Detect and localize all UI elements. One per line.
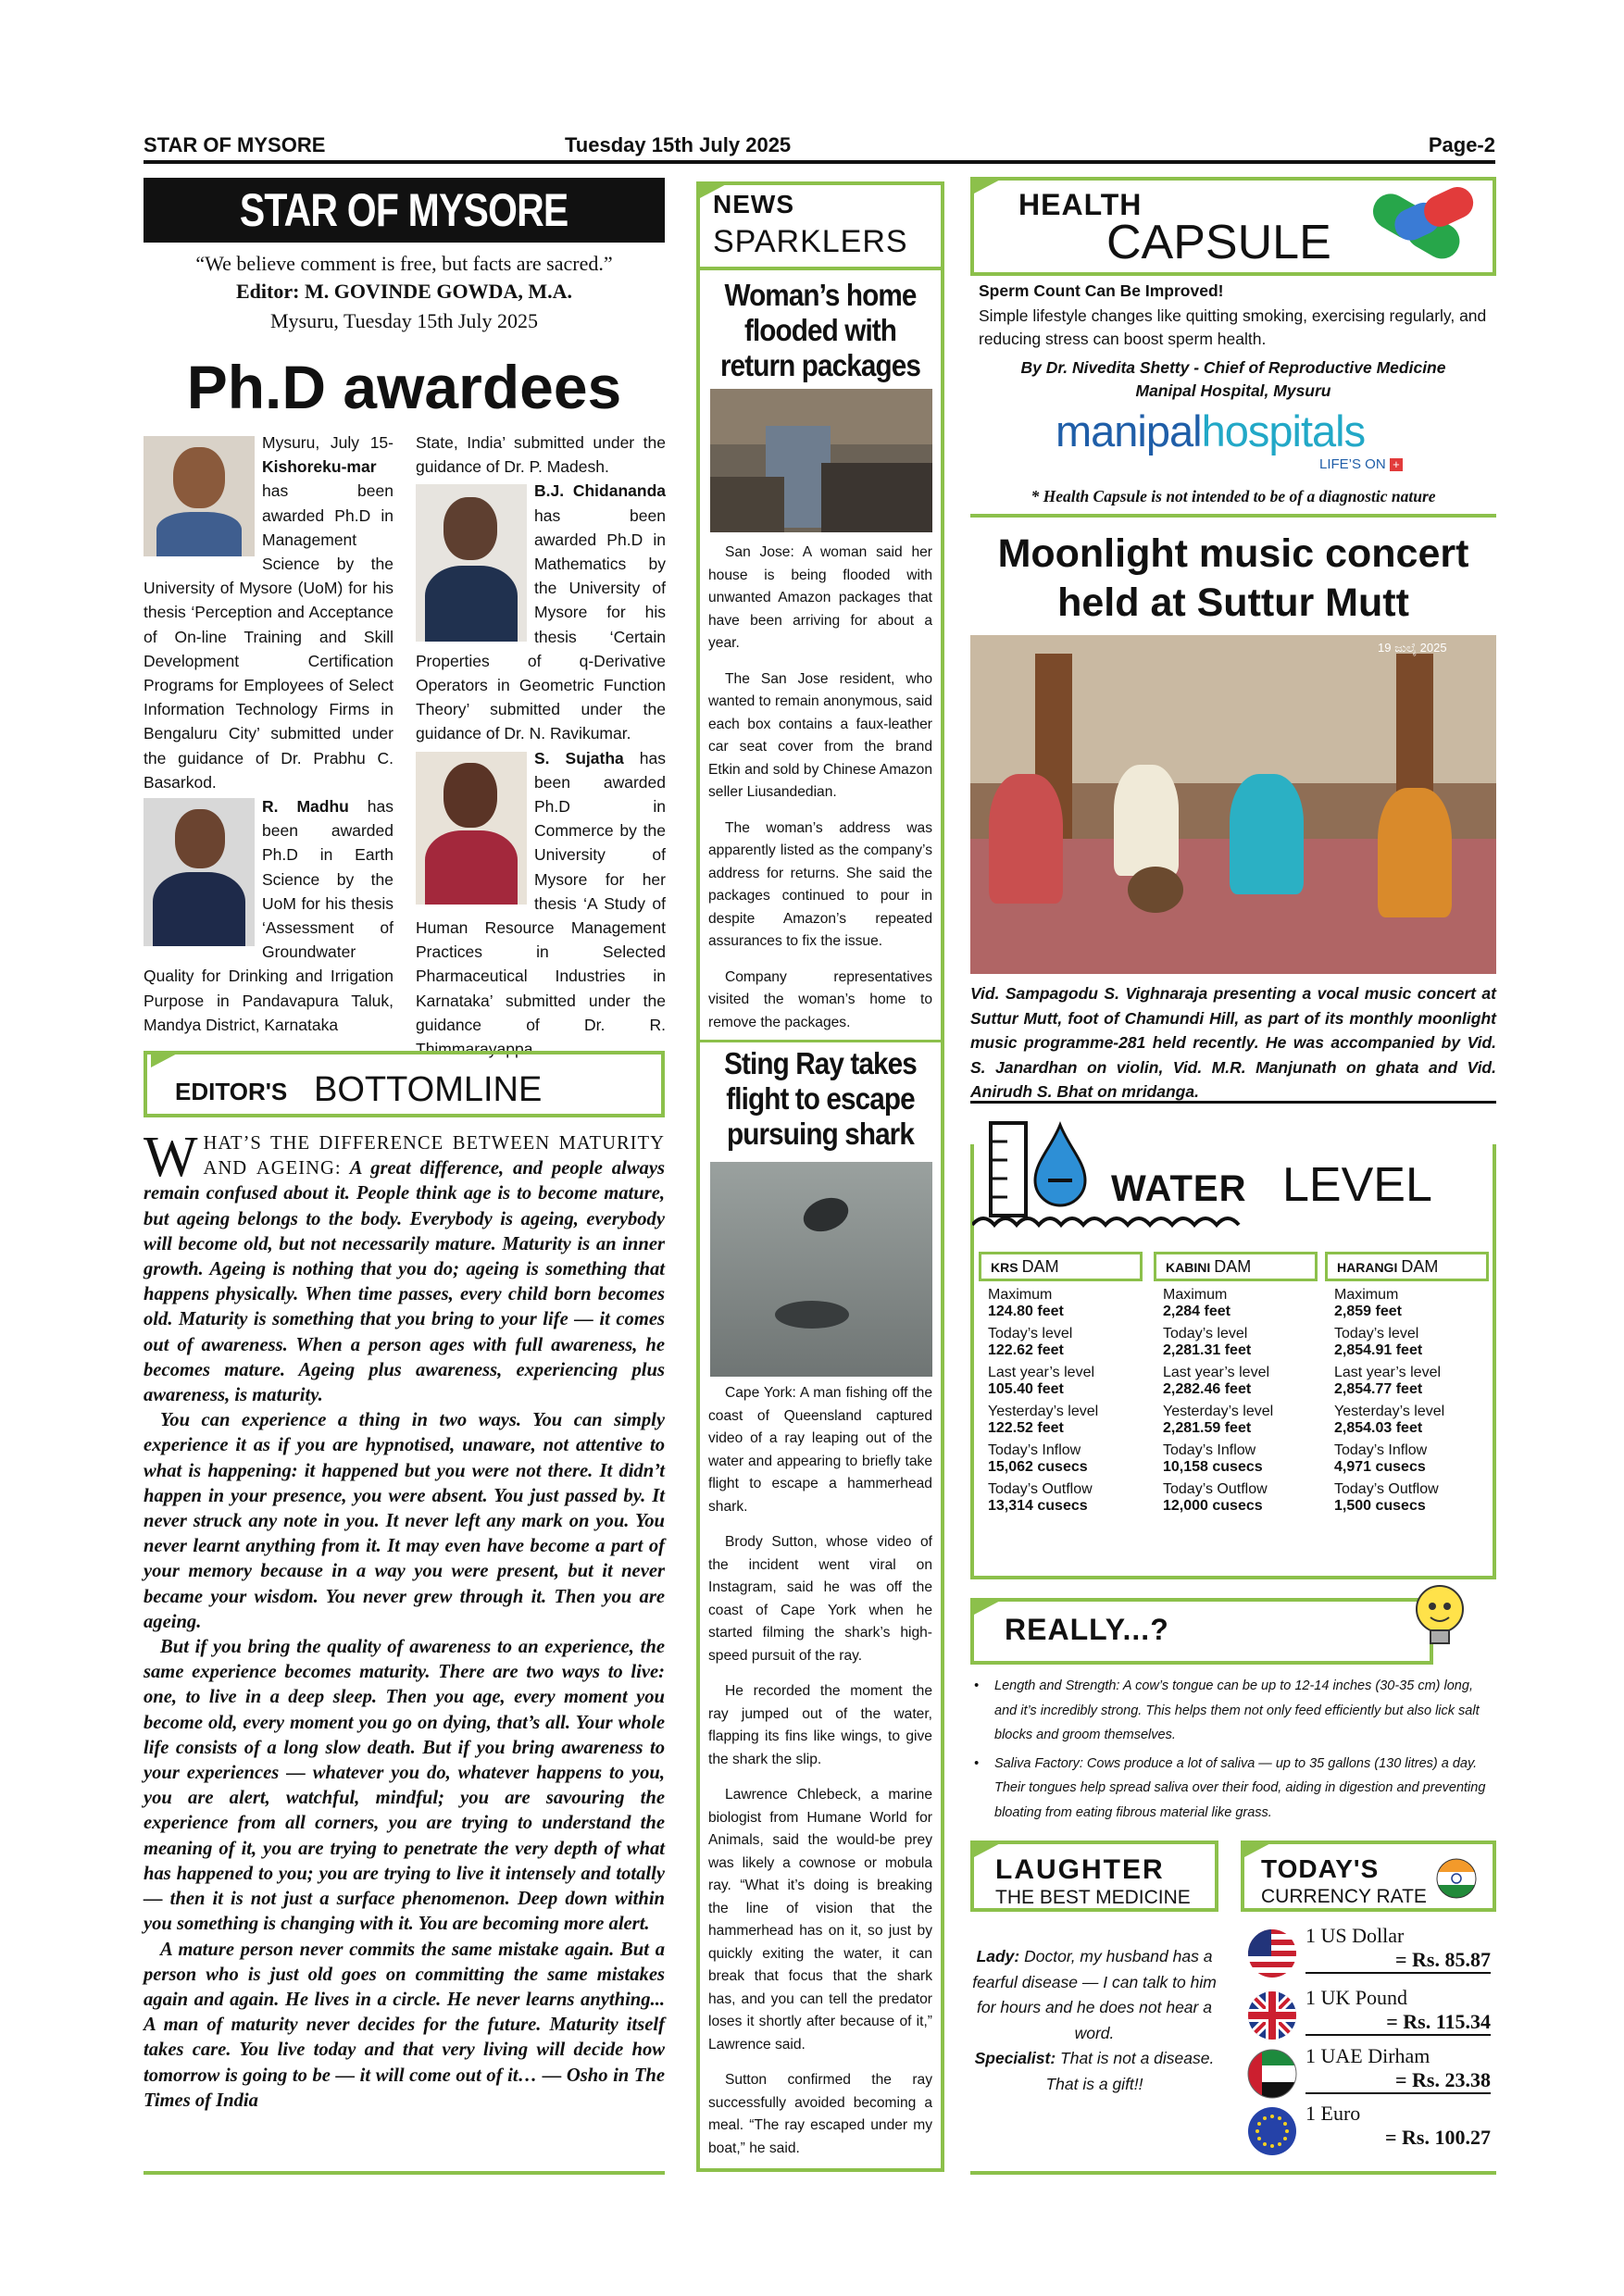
story-1-photo — [710, 389, 932, 532]
chidananda-name: B.J. Chidananda — [534, 481, 666, 501]
dam-kabini-dam: DAM — [1214, 1257, 1252, 1276]
kabini-value-0: 2,284 feet — [1163, 1304, 1230, 1319]
uae-flag-icon — [1247, 2049, 1297, 2099]
editorial-para-4: A mature person never commits the same mistake again. But a person who is just old goes on committing the same mistakes again and again. He lives in a circle. He never learns anything... A man of maturity never decides for the future. Maturity itself takes care. You live today and that very living will decide how tomorrow is going to be — it will come out of it… — Osho in The Times of India — [144, 1939, 665, 2111]
harangi-label-3: Yesterday’s level — [1334, 1404, 1445, 1419]
bullet-icon: • — [974, 1755, 980, 1771]
lightbulb-icon — [1407, 1578, 1472, 1657]
currency-name-uae: 1 UAE Dirham — [1305, 2044, 1430, 2067]
header-page-number: Page-2 — [1428, 133, 1495, 156]
dam-krs-dam: DAM — [1021, 1257, 1059, 1276]
madhu-name: R. Madhu — [262, 797, 349, 817]
logo-part-manipal: manipal — [1056, 406, 1202, 455]
laughter-label-small: THE BEST MEDICINE — [995, 1887, 1191, 1908]
currency-label-small: CURRENCY RATE — [1261, 1886, 1427, 1907]
kabini-value-3: 2,281.59 feet — [1163, 1420, 1252, 1436]
sujatha-photo — [416, 752, 527, 905]
krs-value-0: 124.80 feet — [988, 1304, 1064, 1319]
news-story-divider — [700, 1040, 941, 1042]
joke-speaker-specialist: Specialist: — [974, 2049, 1056, 2067]
kabini-value-2: 2,282.46 feet — [1163, 1381, 1252, 1397]
editorial-para-3: But if you bring the quality of awareness to an experience, the same experience becomes maturity. There are two ways to live: one, to live in a deep sleep. Then you age, every moment you become old, every moment you go on dying, that’s all. Your whole life consists of a long slow death. But if you bring awareness to your experiences — whatever you do, whatever happens to you, you are alert, watchful, mindful; you are savouring the experience from all corners, you are trying to understand the meaning of it, you are trying to penetrate the very depth of what has happened to you; you are trying to live it intensely and totally — then it is not just a surface phenomenon. Deep down within you something is changing with it. You are becoming more alert. — [144, 1637, 665, 1935]
krs-label-3: Yesterday’s level — [988, 1404, 1099, 1419]
header-date: Tuesday 15th July 2025 — [565, 133, 792, 156]
dam-krs-rows — [979, 1281, 1143, 1515]
story-1-para-4: Company representatives visited the woman’s home to remove the packages. — [708, 968, 932, 1030]
story-2-para-1: Cape York: A man fishing off the coast of Queensland captured video of a ray leaping out of the water and appearing to briefly take flight to escape a hammerhead shark. — [708, 1385, 932, 1515]
concert-photo-stamp: 19 ಜುಲೈ 2025 — [1378, 641, 1447, 655]
currency-name-uk: 1 UK Pound — [1305, 1986, 1408, 2009]
masthead-motto: “We believe comment is free, but facts are sacred.” — [195, 252, 613, 275]
story-2-headline: Sting Ray takes flight to escape pursuing shark — [724, 1046, 917, 1151]
krs-value-5: 13,314 cusecs — [988, 1498, 1088, 1514]
kabini-label-5: Today’s Outflow — [1163, 1481, 1268, 1497]
krs-value-2: 105.40 feet — [988, 1381, 1064, 1397]
health-label-small: HEALTH — [1018, 188, 1143, 221]
dam-kabini — [1154, 1252, 1318, 1515]
editorial-dropcap: W — [144, 1126, 198, 1189]
news-label-small: NEWS — [713, 190, 794, 218]
kishorekumar-name: Kishoreku-mar — [262, 457, 377, 477]
bullet-icon: • — [974, 1678, 980, 1693]
krs-value-3: 122.52 feet — [988, 1420, 1064, 1436]
really-facts — [970, 1674, 1496, 1825]
health-label-big: CAPSULE — [1106, 216, 1331, 269]
harangi-value-1: 2,854.91 feet — [1334, 1342, 1423, 1358]
story-2-photo — [710, 1162, 932, 1377]
logo-part-hospitals: hospitals — [1201, 406, 1366, 455]
really-fact-1-text: Length and Strength: A cow’s tongue can be up to 12-14 inches (30-35 cm) long, and it’s incredibly strong. This helps them not only feed efficiently but also lick salt blocks and groom themselves. — [994, 1678, 1480, 1742]
story-2-para-3: He recorded the moment the ray jumped out of the water, flapping its fins like wings, to give the shark the slip. — [708, 1683, 932, 1767]
joke-text-specialist: That is not a disease. That is a gift!! — [1045, 2049, 1215, 2093]
masthead-dateline: Mysuru, Tuesday 15th July 2025 — [269, 309, 539, 332]
harangi-label-5: Today’s Outflow — [1334, 1481, 1439, 1497]
krs-label-4: Today’s Inflow — [988, 1442, 1081, 1458]
currency-value-euro: = Rs. 100.27 — [1385, 2126, 1491, 2149]
laughter-joke — [970, 1944, 1218, 2097]
health-title: Sperm Count Can Be Improved! — [979, 281, 1224, 300]
really-label: REALLY...? — [1005, 1613, 1169, 1646]
kabini-label-0: Maximum — [1163, 1287, 1228, 1303]
health-byline-1: By Dr. Nivedita Shetty - Chief of Reproductive Medicine — [1020, 358, 1446, 377]
kabini-value-4: 10,158 cusecs — [1163, 1459, 1263, 1475]
krs-value-4: 15,062 cusecs — [988, 1459, 1088, 1475]
dam-kabini-rows — [1154, 1281, 1318, 1515]
harangi-label-0: Maximum — [1334, 1287, 1399, 1303]
health-bottom-rule — [970, 514, 1496, 518]
editors-bottomline-label-box — [144, 1051, 665, 1117]
health-byline-2: Manipal Hospital, Mysuru — [1135, 381, 1331, 400]
health-body: Simple lifestyle changes like quitting smoking, exercising regularly, and reducing stress can boost sperm health. — [979, 306, 1487, 348]
manipal-tagline-text: LIFE’S ON — [1319, 456, 1386, 472]
joke-line-specialist — [970, 2046, 1218, 2097]
health-disclaimer: * Health Capsule is not intended to be of a diagnostic nature — [1031, 487, 1436, 505]
capsule-pill-icon — [1352, 185, 1495, 273]
phd-column-2 — [416, 430, 666, 1061]
phd-column-1 — [144, 430, 394, 1037]
currency-value-uk: = Rs. 115.34 — [1305, 2010, 1491, 2036]
kishorekumar-photo — [144, 436, 255, 556]
joke-text-lady: Doctor, my husband has a fearful disease — I can talk to him for hours and he does not hear a word. — [972, 1947, 1217, 2042]
kishorekumar-intro: Mysuru, July 15- — [262, 433, 394, 452]
kabini-label-4: Today’s Inflow — [1163, 1442, 1256, 1458]
currency-name-us: 1 US Dollar — [1305, 1924, 1405, 1947]
concert-headline: Moonlight music concert held at Suttur Mutt — [997, 531, 1469, 625]
krs-value-1: 122.62 feet — [988, 1342, 1064, 1358]
running-header — [144, 133, 1495, 161]
dam-harangi-rows — [1325, 1281, 1489, 1515]
harangi-value-3: 2,854.03 feet — [1334, 1420, 1423, 1436]
currency-value-us: = Rs. 85.87 — [1305, 1948, 1491, 1974]
concert-photo — [970, 635, 1496, 974]
really-fact-2 — [970, 1752, 1496, 1826]
header-paper-name: STAR OF MYSORE — [144, 133, 326, 156]
news-label-rule — [700, 267, 941, 270]
bottomline-label-small: EDITOR'S — [175, 1078, 288, 1105]
editorial-para-2: You can experience a thing in two ways. You can simply experience it as if you are hypnotised, unaware, not attentive to what is happening: it happened but you were not there. It didn’t happen in your presence, you were absent. You just passed by. It never struck any note in you. It never left any mark on you. You never learnt anything from it. It may even have become a part of your memory because in a way you were present, but it never became your wisdom. You never grew through it. Then you are ageing. — [144, 1410, 665, 1632]
story-2-para-2: Brody Sutton, whose video of the incident went viral on Instagram, said he was off the coast of Cape York when he started filming the shark’s high-speed pursuit of the ray. — [708, 1534, 932, 1664]
krs-label-5: Today’s Outflow — [988, 1481, 1093, 1497]
uk-flag-icon — [1247, 1990, 1297, 2040]
krs-label-2: Last year’s level — [988, 1365, 1095, 1380]
dam-krs-tag: KRS — [991, 1260, 1018, 1275]
harangi-value-2: 2,854.77 feet — [1334, 1381, 1423, 1397]
harangi-label-1: Today’s level — [1334, 1326, 1419, 1341]
story-2-para-5: Sutton confirmed the ray successfully avoided becoming a meal. “The ray escaped under my boat,” he said. — [708, 2072, 932, 2156]
story-1-para-2: The San Jose resident, who wanted to remain anonymous, said each box contains a faux-leather car seat cover from the brand Etkin and sold by Chinese Amazon seller Liusandedian. — [708, 670, 932, 800]
madhu-text-continued: State, India’ submitted under the guidance of Dr. P. Madesh. — [416, 433, 666, 477]
water-label-bold: WATER — [1111, 1168, 1247, 1209]
masthead-title: STAR OF MYSORE — [240, 184, 568, 236]
eu-flag-icon — [1247, 2106, 1297, 2156]
header-rule — [144, 160, 1495, 164]
us-flag-icon — [1247, 1928, 1297, 1978]
harangi-value-0: 2,859 feet — [1334, 1304, 1402, 1319]
really-fact-1 — [970, 1674, 1496, 1748]
kabini-value-5: 12,000 cusecs — [1163, 1498, 1263, 1514]
concert-bottom-rule — [970, 1101, 1496, 1104]
story-1-headline: Woman’s home flooded with return packages — [720, 278, 920, 382]
story-2-para-4: Lawrence Chlebeck, a marine biologist from Humane World for Animals, said the would-be prey was likely a cownose or mobula ray. “What it’s doing is breaking the line of vision that the hammerhead has on it, so just by quickly exiting the water, it can break that focus that the shark has, and you can tell the predator loses it shortly after because of it,” Lawrence said. — [708, 1787, 932, 2053]
chidananda-text: has been awarded Ph.D in Mathematics by the University of Mysore for his thesis ‘Certain Properties of q-Derivative Operators in Geometric Function Theory’ submitted under the guidance of Dr. N. Ravikumar. — [416, 505, 666, 743]
story-1-para-3: The woman’s address was apparently listed as the company’s address for returns. She said the packages continued to pour in despite Amazon’s repeated assurances to fix the issue. — [708, 819, 932, 949]
masthead-banner — [144, 178, 665, 243]
concert-caption: Vid. Sampagodu S. Vighnaraja presenting a vocal music concert at Suttur Mutt, foot of Chamundi Hill, as part of its monthly moonlight music programme-281 held recently. He was accompanied by Vid. S. Janardhan on violin, Vid. M.R. Manjunath on ghata and Vid. Anirudh S. Bhat on mridanga. — [970, 984, 1496, 1101]
currency-rate-uae — [1305, 2044, 1491, 2094]
chidananda-photo — [416, 484, 527, 642]
editorial-para-1: A great difference, and people always remain confused about it. People think age is to become mature, but ageing belongs to the body. Everybody is ageing, everybody will become old, but not necessarily mature. Maturity is an inner growth. Ageing is nothing that you do; ageing is something that happens physically. When time passes, every child born becomes old. Maturity is something that you bring to your life — it comes out of awareness. When a person ages with full awareness, he becomes mature. Ageing plus awareness, experiencing plus awareness, is maturity. — [144, 1158, 666, 1406]
dam-harangi — [1325, 1252, 1489, 1515]
news-label-big: SPARKLERS — [713, 224, 908, 259]
right-column-bottom-rule — [970, 2171, 1496, 2175]
dam-harangi-tag: HARANGI — [1337, 1260, 1398, 1275]
krs-label-0: Maximum — [988, 1287, 1053, 1303]
harangi-label-4: Today’s Inflow — [1334, 1442, 1428, 1458]
kabini-value-1: 2,281.31 feet — [1163, 1342, 1252, 1358]
manipal-hospitals-logo — [1056, 406, 1365, 456]
krs-label-1: Today’s level — [988, 1326, 1073, 1341]
manipal-tagline — [1319, 456, 1403, 472]
harangi-value-4: 4,971 cusecs — [1334, 1459, 1426, 1475]
sujatha-text: has been awarded Ph.D in Commerce by the University of Mysore for her thesis ‘A Study of Human Resource Management Practices in Selected Pharmaceutical Industries in Karnataka’ submitted under the guidance of Dr. R. Thimmarayappa. — [416, 748, 666, 1059]
kabini-label-3: Yesterday’s level — [1163, 1404, 1274, 1419]
currency-rate-us — [1305, 1924, 1491, 1974]
water-label-thin: LEVEL — [1282, 1158, 1432, 1212]
dam-krs — [979, 1252, 1143, 1515]
dam-harangi-dam: DAM — [1401, 1257, 1439, 1276]
dam-kabini-tag: KABINI — [1166, 1260, 1211, 1275]
left-column-bottom-rule — [144, 2171, 665, 2175]
phd-headline: Ph.D awardees — [186, 353, 622, 421]
madhu-text: has been awarded Ph.D in Earth Science by the UoM for his thesis ‘Assessment of Groundwater Quality for Drinking and Irrigation Purpose in Pandavapura Taluk, Mandya District, Karnataka — [144, 797, 394, 1034]
editorial-text — [144, 1126, 666, 2114]
india-flag-icon — [1435, 1857, 1478, 1900]
harangi-label-2: Last year’s level — [1334, 1365, 1442, 1380]
currency-rate-euro — [1305, 2102, 1491, 2150]
story-1-body — [708, 542, 932, 1034]
sujatha-name: S. Sujatha — [534, 748, 624, 767]
kishorekumar-text: has been awarded Ph.D in Management Science by the University of Mysore (UoM) for his thesis ‘Perception and Acceptance of On-line Training and Skill Development Certification Programs for Employees of Select Information Technology Firms in Bengaluru City’ submitted under the guidance of Dr. Prabhu C. Basarkod. — [144, 481, 394, 792]
really-fact-2-text: Saliva Factory: Cows produce a lot of saliva — up to 35 gallons (130 litres) a day. Their tongues help spread saliva over their food, aiding in digestion and preventing bloating from eating fibrous material like grass. — [994, 1755, 1486, 1820]
editorial-lead: HAT’S THE DIFFERENCE BETWEEN MATURITY AND AGEING: — [203, 1133, 665, 1179]
story-2-body — [708, 1382, 932, 2160]
plus-icon: + — [1390, 458, 1403, 471]
currency-value-uae: = Rs. 23.38 — [1305, 2068, 1491, 2094]
currency-name-euro: 1 Euro — [1305, 2102, 1361, 2125]
story-1-para-1: San Jose: A woman said her house is being flooded with unwanted Amazon packages that have been arriving for about a year. — [708, 544, 932, 651]
kabini-label-1: Today’s level — [1163, 1326, 1248, 1341]
joke-speaker-lady: Lady: — [976, 1947, 1020, 1965]
joke-line-lady — [970, 1944, 1218, 2046]
currency-rate-uk — [1305, 1986, 1491, 2036]
masthead-editor: Editor: M. GOVINDE GOWDA, M.A. — [236, 280, 572, 303]
laughter-label-big: LAUGHTER — [995, 1854, 1165, 1885]
kabini-label-2: Last year’s level — [1163, 1365, 1270, 1380]
currency-label-big: TODAY'S — [1261, 1854, 1380, 1883]
madhu-photo — [144, 798, 255, 946]
bottomline-label-big: BOTTOMLINE — [314, 1070, 543, 1109]
harangi-value-5: 1,500 cusecs — [1334, 1498, 1426, 1514]
